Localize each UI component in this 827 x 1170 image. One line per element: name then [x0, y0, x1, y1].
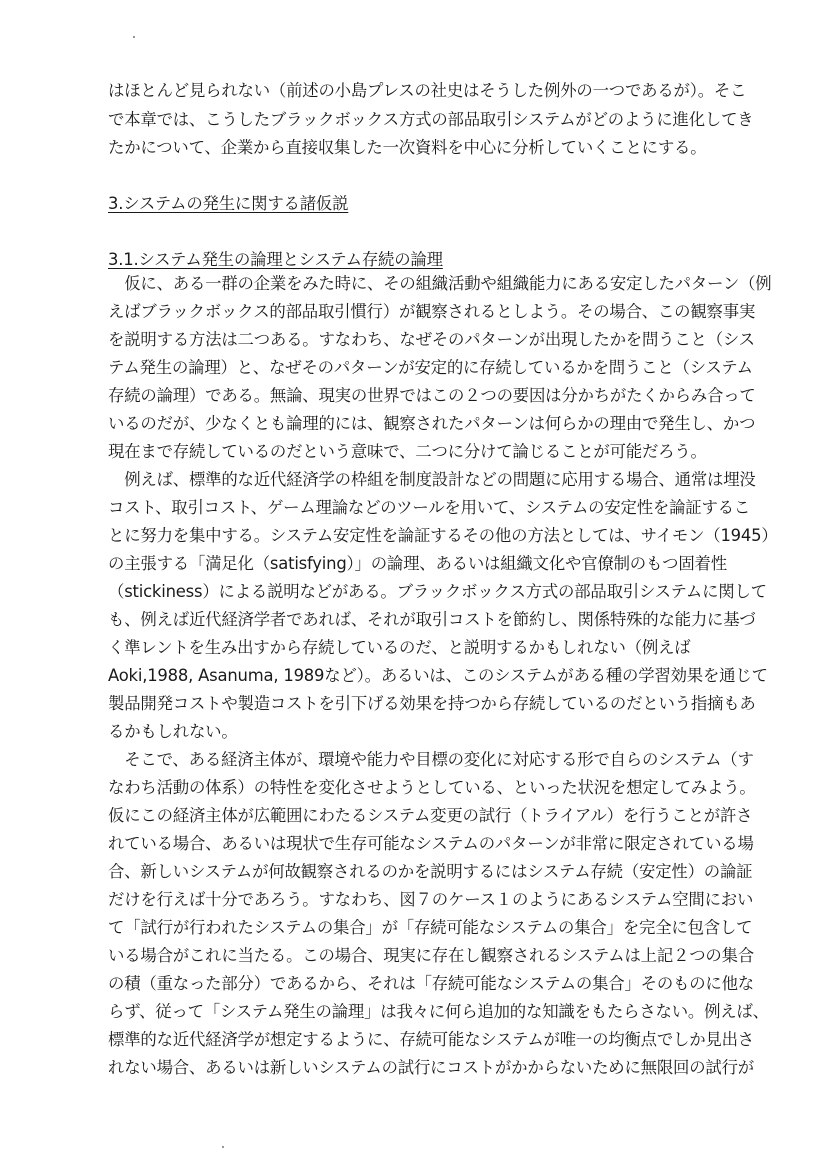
- body-line: て「試行が行われたシステムの集合」が「存続可能なシステムの集合」を完全に包含して: [108, 918, 753, 937]
- scan-speck: [222, 1146, 224, 1148]
- scan-speck: [133, 36, 135, 38]
- section-heading: 3.システムの発生に関する諸仮説: [108, 194, 349, 213]
- body-line: 例えば、標準的な近代経済学の枠組を制度設計などの問題に応用する場合、通常は埋没: [108, 470, 756, 489]
- body-line: く準レントを生み出すから存続しているのだ、と説明するかもしれない（例えば: [108, 638, 691, 657]
- body-line: Aoki,1988, Asanuma, 1989など）。あるいは、このシステムがある種の学習効果を通じて: [108, 666, 768, 685]
- body-line: を説明する方法は二つある。すなわち、なぜそのパターンが出現したかを問うこと（シス: [108, 330, 755, 349]
- body-line: 現在まで存続しているのだという意味で、二つに分けて論じることが可能だろう。: [108, 442, 707, 461]
- body-line: いるのだが、少なくとも論理的には、観察されたパターンは何らかの理由で発生し、かつ: [108, 414, 756, 433]
- body-line: なわち活動の体系）の特性を変化させようとしている、といった状況を想定してみよう。: [108, 778, 756, 797]
- intro-line: たかについて、企業から直接収集した一次資料を中心に分析していくことにする。: [108, 138, 707, 157]
- body-line: の主張する「満足化（satisfying）」の論理、あるいは組織文化や官僚制のもつ固着性: [108, 554, 727, 573]
- intro-line: はほとんど見られない（前述の小島プレスの社史はそうした例外の一つであるが）。そこ: [108, 81, 747, 100]
- intro-line: で本章では、こうしたブラックボックス方式の部品取引システムがどのように進化してき: [108, 110, 754, 129]
- body-line: テム発生の論理）と、なぜそのパターンが安定的に存続しているかを問うこと（システム: [108, 358, 753, 377]
- body-line: とに努力を集中する。システム安定性を論証するその他の方法としては、サイモン（1945）: [108, 526, 778, 545]
- body-line: 合、新しいシステムが何故観察されるのかを説明するにはシステム存続（安定性）の論証: [108, 862, 753, 881]
- body-line: えばブラックボックス的部品取引慣行）が観察されるとしよう。その場合、この観察事実: [108, 302, 756, 321]
- body-line: 仮にこの経済主体が広範囲にわたるシステム変更の試行（トライアル）を行うことが許さ: [108, 806, 753, 825]
- body-line: 仮に、ある一群の企業をみた時に、その組織活動や組織能力にある安定したパターン（例: [108, 274, 772, 293]
- body-line: れない場合、あるいは新しいシステムの試行にコストがかからないために無限回の試行が: [108, 1058, 754, 1077]
- body-line: そこで、ある経済主体が、環境や能力や目標の変化に対応する形で自らのシステム（す: [108, 750, 754, 769]
- body-line: 製品開発コストや製造コストを引下げる効果を持つから存続しているのだという指摘もあ: [108, 694, 756, 713]
- body-line: も、例えば近代経済学者であれば、それが取引コストを節約し、関係特殊的な能力に基づ: [108, 610, 756, 629]
- body-line: らず、従って「システム発生の論理」は我々に何ら追加的な知識をもたらさない。例えば、: [108, 1002, 769, 1021]
- body-line: だけを行えば十分であろう。すなわち、図７のケース１のようにあるシステム空間におい: [108, 890, 754, 909]
- body-line: 標準的な近代経済学が想定するように、存続可能なシステムが唯一の均衡点でしか見出さ: [108, 1030, 754, 1049]
- body-line: の積（重なった部分）であるから、それは「存続可能なシステムの集合」そのものに他な: [108, 974, 754, 993]
- body-line: 存続の論理）である。無論、現実の世界ではこの２つの要因は分かちがたくからみ合って: [108, 386, 756, 405]
- subsection-heading: 3.1.システム発生の論理とシステム存続の論理: [108, 250, 443, 269]
- body-line: コスト、取引コスト、ゲーム理論などのツールを用いて、システムの安定性を論証するこ: [108, 498, 751, 517]
- body-line: るかもしれない。: [108, 722, 238, 741]
- body-line: れている場合、あるいは現状で生存可能なシステムのパターンが非常に限定されている場: [108, 834, 754, 853]
- body-line: いる場合がこれに当たる。この場合、現実に存在し観察されるシステムは上記２つの集合: [108, 946, 754, 965]
- body-line: （stickiness）による説明などがある。ブラックボックス方式の部品取引システムに関して: [108, 582, 767, 601]
